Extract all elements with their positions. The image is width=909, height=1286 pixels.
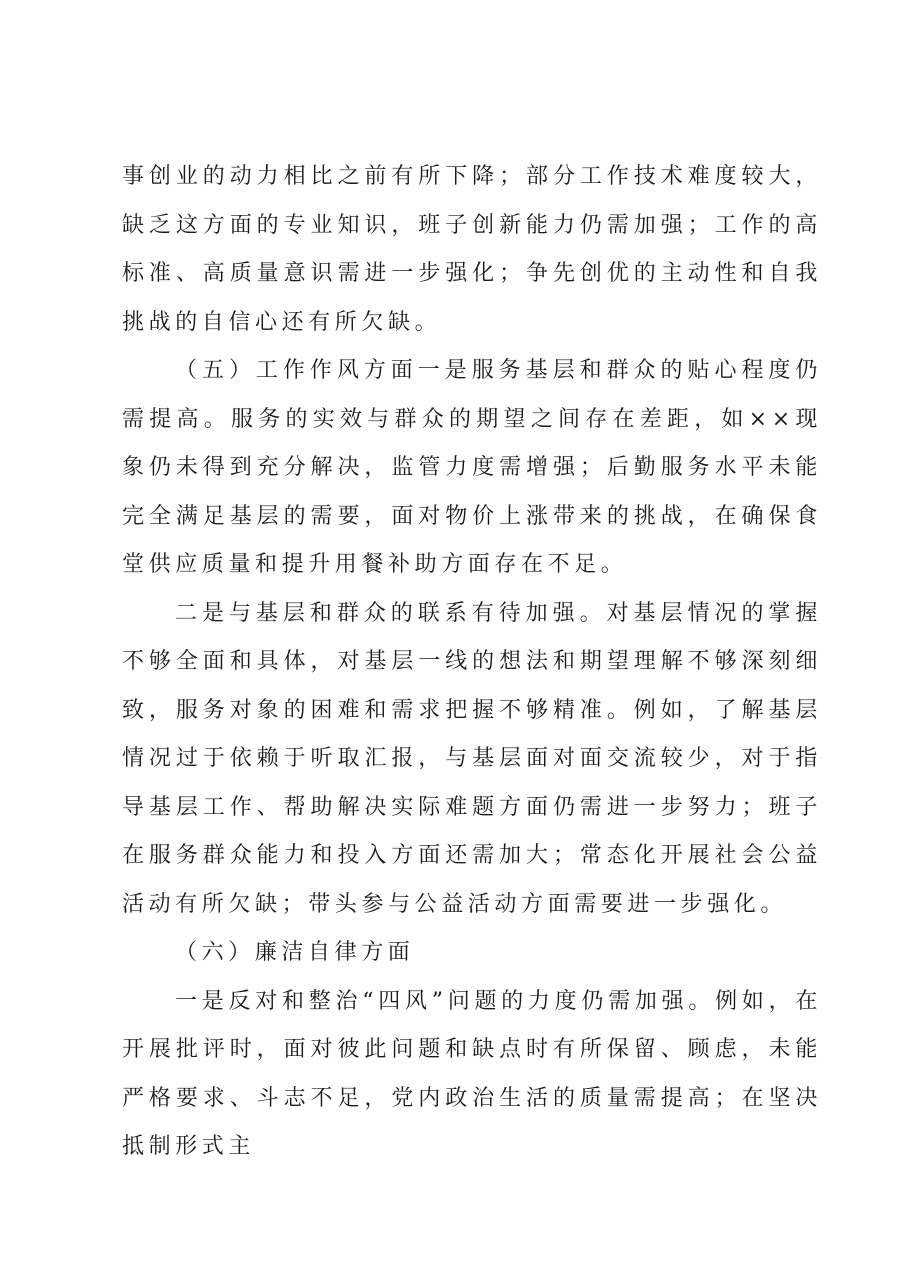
- paragraph-section-6-item-1: 一是反对和整治“四风”问题的力度仍需加强。例如，在开展批评时，面对彼此问题和缺点时有所保留、顾虑，未能严格要求、斗志不足，党内政治生活的质量需提高；在坚决抵制形式主: [122, 988, 822, 1159]
- section-6-heading: （六）廉洁自律方面: [175, 940, 415, 965]
- paragraph-section-5: （五）工作作风方面一是服务基层和群众的贴心程度仍需提高。服务的实效与群众的期望之间存在差距，如××现象仍未得到充分解决，监管力度需增强；后勤服务水平未能完全满足基层的需要，面对物价上涨带来的挑战，在确保食堂供应质量和提升用餐补助方面存在不足。: [122, 358, 822, 577]
- paragraph-section-5-item-2: 二是与基层和群众的联系有待加强。对基层情况的掌握不够全面和具体，对基层一线的想法和期望理解不够深刻细致，服务对象的困难和需求把握不够精准。例如，了解基层情况过于依赖于听取汇报，与基层面对面交流较少，对于指导基层工作、帮助解决实际难题方面仍需进一步努力；班子在服务群众能力和投入方面还需加大；常态化开展社会公益活动有所欠缺；带头参与公益活动方面需要进一步强化。: [122, 600, 822, 917]
- paragraph-continuation: 事创业的动力相比之前有所下降；部分工作技术难度较大，缺乏这方面的专业知识，班子创新能力仍需加强；工作的高标准、高质量意识需进一步强化；争先创优的主动性和自我挑战的自信心还有所欠缺。: [122, 164, 822, 335]
- document-body: [122, 153, 822, 1172]
